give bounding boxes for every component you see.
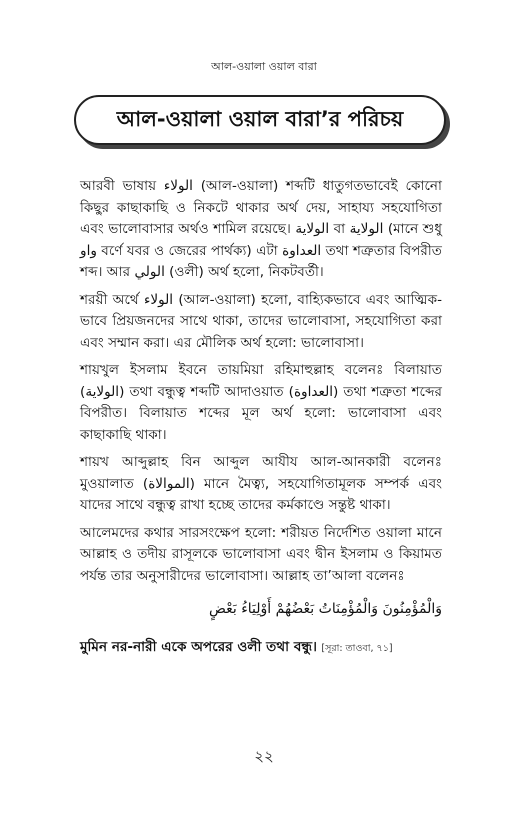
page-number: ২২ <box>254 747 274 765</box>
paragraph-2: শরয়ী অর্থে الولاء (আল-ওয়ালা) হলো, বাহ্যিকভাবে এবং আত্মিক-ভাবে প্রিয়জনদের সাথে থাকা, তাদের ভালোবাসা, সহযোগিতা করা এবং সম্মান করা। এর মৌলিক অর্থ হলো: ভালোবাসা। <box>80 291 442 351</box>
running-header: আল-ওয়ালা ওয়াল বারা <box>211 60 317 73</box>
chapter-title: আল-ওয়ালা ওয়াল বারা’র পরিচয় <box>116 106 404 131</box>
chapter-title-box <box>74 95 446 145</box>
main-content <box>80 176 442 659</box>
paragraph-3: শায়খুল ইসলাম ইবনে তায়মিয়া রহিমাহুল্লাহ বলেনঃ বিলায়াত (الولاية) তথা বন্ধুত্ব শব্দটি আদাওয়াত (العداوة) তথা শত্রুতা শব্দের বিপরীত। বিলায়াত শব্দের মূল অর্থ হলো: ভালোবাসা এবং কাছাকাছি থাকা। <box>80 362 443 443</box>
closing-line <box>80 637 442 659</box>
verse-reference: [সূরা: তাওবা, ৭১] <box>321 643 393 654</box>
quran-verse: وَالْمُؤْمِنُونَ وَالْمُؤْمِنَاتُ بَعْضُهُمْ أَوْلِيَاءُ بَعْضٍ <box>208 601 442 617</box>
paragraph-1: আরবী ভাষায় الولاء (আল-ওয়ালা) শব্দটি ধাতুগতভাবেই কোনো কিছুর কাছাকাছি ও নিকটে থাকার অর্থ দেয়, সাহায্য সহযোগিতা এবং ভালোবাসার অর্থও শামিল রয়েছে। الولاية বা الولاية (মানে শুধু واو বর্ণে যবর ও জেরের পার্থক্য) এটা العداوة তথা শত্রুতার বিপরীত শব্দ। আর الولي (ওলী) অর্থ হলো, নিকটবর্তী। <box>80 178 442 280</box>
paragraph-5: আলেমদের কথার সারসংক্ষেপ হলো: শরীয়ত নির্দেশিত ওয়ালা মানে আল্লাহ ও তদীয় রাসূলকে ভালোবাসা এবং দ্বীন ইসলাম ও কিয়ামত পর্যন্ত তার অনুসারীদের ভালোবাসা। আল্লাহ তা’আলা বলেনঃ <box>80 524 442 584</box>
verse-translation: মুমিন নর-নারী একে অপরের ওলী তথা বন্ধু। <box>80 639 318 655</box>
paragraph-4: শায়খ আব্দুল্লাহ বিন আব্দুল আযীয আল-আনকারী বলেনঃ মুওয়ালাত (الموالاة) মানে মৈত্ব্য, সহযোগিতামূলক সম্পর্ক এবং যাদের সাথে বন্ধুত্ব রাখা হচ্ছে তাদের কর্মকাণ্ডে সন্তুষ্ট থাকা। <box>80 454 442 513</box>
